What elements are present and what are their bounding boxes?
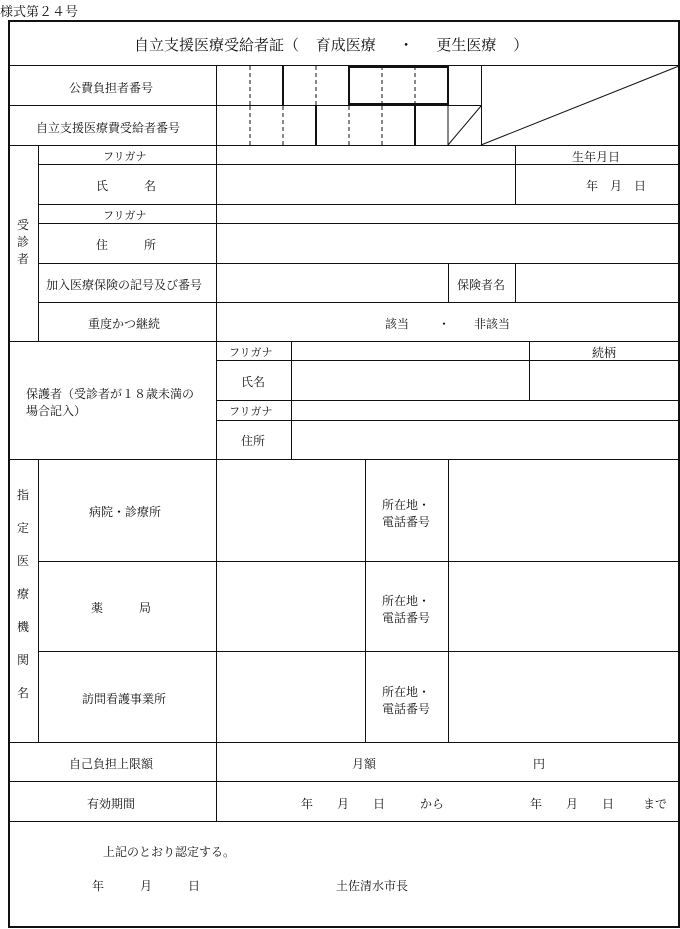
hospital-location-line2: 電話番号 — [382, 515, 431, 529]
rule — [448, 459, 449, 742]
rule — [8, 459, 680, 460]
insurer-name-label: 保険者名 — [457, 278, 506, 292]
rule — [8, 781, 680, 782]
institution-group-char-1: 指 — [16, 488, 29, 502]
guardian-relation-label: 続柄 — [592, 346, 617, 360]
copay-monthly-label: 月額 — [352, 757, 377, 771]
rule — [8, 742, 680, 743]
rule — [529, 341, 530, 400]
patient-furigana-label: フリガナ — [103, 150, 147, 163]
nursing-location-line2: 電話番号 — [382, 702, 431, 716]
title-option-kousei: 更生医療 — [436, 36, 497, 54]
border-bottom — [8, 926, 680, 928]
guardian-address-label: 住所 — [241, 434, 266, 448]
title-main: 自立支援医療受給者証（ — [134, 36, 300, 54]
institution-group-char-6: 関 — [16, 653, 29, 667]
payer-number-label: 公費負担者番号 — [69, 81, 154, 95]
rule — [38, 204, 680, 205]
patient-furigana2-label: フリガナ — [103, 209, 147, 222]
nursing-location-line1: 所在地・ — [382, 685, 431, 699]
validity-from-date: 年 月 日 — [301, 797, 386, 811]
insurance-number-label: 加入医療保険の記号及び番号 — [46, 278, 203, 292]
recipient-number-label: 自立支援医療費受給者番号 — [36, 121, 181, 135]
institution-group-char-7: 名 — [16, 686, 29, 700]
title-dot: ・ — [398, 36, 414, 54]
guardian-furigana2-label: フリガナ — [229, 405, 273, 418]
rule — [515, 263, 516, 302]
institution-group-char-3: 医 — [16, 554, 29, 568]
validity-until-label: まで — [643, 797, 668, 811]
institution-group-char-4: 療 — [16, 587, 29, 601]
title-close: ） — [513, 36, 529, 54]
patient-group-char-3: 者 — [16, 252, 29, 266]
rule — [216, 420, 680, 421]
pharmacy-location-line1: 所在地・ — [382, 594, 431, 608]
guardian-label-line1: 保護者（受診者が１８歳未満の — [26, 387, 195, 401]
rule — [8, 341, 680, 342]
pharmacy-label: 薬 局 — [91, 601, 152, 615]
severe-applicable: 該当 — [385, 317, 410, 331]
rule — [216, 400, 680, 401]
validity-label: 有効期間 — [87, 797, 136, 811]
title-option-ikusei: 育成医療 — [315, 36, 376, 54]
nursing-label: 訪問看護事業所 — [82, 692, 167, 706]
rule — [38, 223, 680, 224]
rule — [38, 145, 39, 341]
birthdate-label: 生年月日 — [572, 150, 621, 164]
rule — [38, 263, 680, 264]
rule — [38, 459, 39, 742]
hospital-location-line1: 所在地・ — [382, 498, 431, 512]
guardian-name-label: 氏名 — [241, 375, 266, 389]
patient-group-char-1: 受 — [16, 218, 29, 232]
patient-address-label: 住 所 — [96, 238, 157, 252]
issuer-name: 土佐清水市長 — [336, 879, 409, 893]
rule — [38, 302, 680, 303]
copay-limit-label: 自己負担上限額 — [69, 757, 154, 771]
patient-group-char-2: 診 — [16, 235, 29, 249]
guardian-furigana-label: フリガナ — [229, 346, 273, 359]
rule — [448, 263, 449, 302]
rule — [216, 459, 217, 742]
pharmacy-location-line2: 電話番号 — [382, 611, 431, 625]
rule — [38, 651, 680, 652]
hospital-label: 病院・診療所 — [89, 505, 162, 519]
certification-statement: 上記のとおり認定する。 — [103, 845, 236, 859]
validity-from-label: から — [420, 797, 445, 811]
validity-to-date: 年 月 日 — [530, 797, 615, 811]
birthdate-value: 年 月 日 — [586, 179, 647, 193]
form-number: 様式第２４号 — [0, 5, 79, 20]
guardian-label-line2: 場合記入） — [26, 404, 87, 418]
number-boxes — [0, 0, 680, 160]
certification-date: 年 月 日 — [92, 879, 201, 893]
rule — [365, 459, 366, 742]
rule — [8, 821, 680, 822]
rule — [515, 145, 516, 204]
institution-group-char-5: 機 — [16, 620, 29, 634]
institution-group-char-2: 定 — [16, 521, 29, 535]
copay-yen-label: 円 — [533, 757, 546, 771]
rule — [216, 145, 217, 341]
severe-dot: ・ — [438, 317, 451, 331]
severe-continuing-label: 重度かつ継続 — [88, 317, 161, 331]
rule — [38, 561, 680, 562]
severe-not-applicable: 非該当 — [474, 317, 511, 331]
patient-name-label: 氏 名 — [96, 179, 157, 193]
